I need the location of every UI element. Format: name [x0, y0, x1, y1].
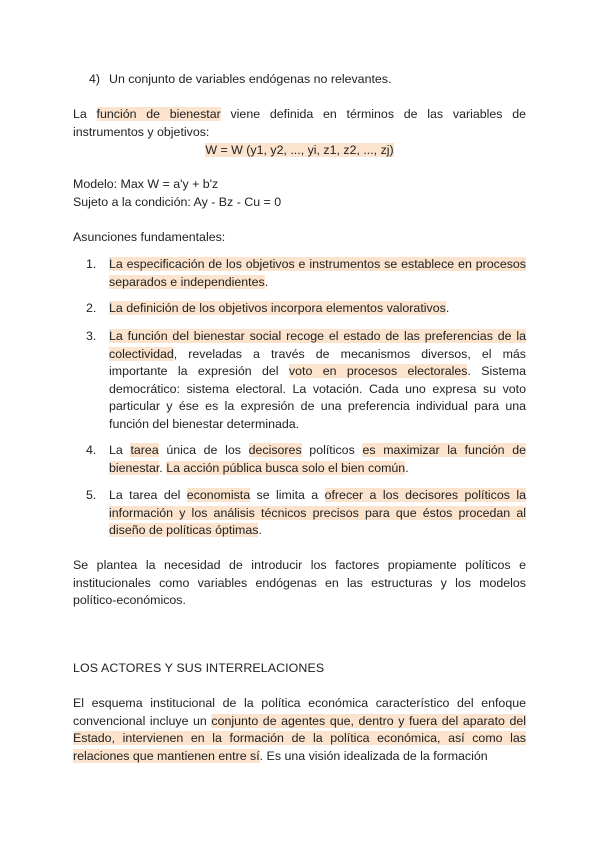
- highlight: función de bienestar: [96, 107, 221, 121]
- list-item: La función del bienestar social recoge el estado de las preferencias de la colectividad, reveladas a través de mecanismos diversos, el más importante la expresión del voto en procesos electorales. Sistema democrático: sistema electoral. La votación. Cada uno expresa su voto particular y ése es la expresión de una preferencia individual para una función del bienestar determinada.: [109, 329, 526, 431]
- formula: [73, 142, 526, 160]
- assumptions-title: Asunciones fundamentales:: [73, 230, 226, 244]
- institutional-paragraph: El esquema institucional de la política económica característico del enfoque convencional incluye un conjunto de agentes que, dentro y fuera del aparato del Estado, intervienen en la formación de la política económica, así como las relaciones que mantienen entre sí. Es una visión idealizada de la formación: [73, 696, 526, 763]
- highlight: La especificación de los objetivos e instrumentos se establece en procesos separados e independientes: [109, 257, 526, 289]
- list-number: 4): [89, 72, 101, 86]
- intro-list-item: Un conjunto de variables endógenas no relevantes.: [109, 72, 392, 86]
- list-item: La definición de los objetivos incorpora elementos valorativos.: [109, 301, 450, 315]
- highlight: La definición de los objetivos incorpora elementos valorativos: [109, 301, 446, 315]
- highlight: conjunto de agentes que, dentro y fuera del aparato del Estado, intervienen en la formación de la política económica, así como las relaciones que mantienen entre sí: [73, 713, 526, 763]
- model-line-1: Modelo: Max W = a'y + b'z: [73, 177, 219, 191]
- welfare-paragraph: La función de bienestar viene definida en términos de las variables de instrumentos y objetivos:: [73, 107, 526, 139]
- list-number: 3.: [86, 329, 97, 343]
- highlight: ofrecer a los decisores políticos la información y los análisis técnicos precisos para que éstos procedan al diseño de políticas óptimas: [109, 488, 526, 537]
- list-number: 1.: [86, 257, 97, 271]
- highlight: La acción pública busca solo el bien común: [166, 460, 406, 475]
- highlight: es maximizar la función de bienestar: [109, 443, 527, 475]
- highlight: decisores: [248, 443, 302, 457]
- factors-paragraph: Se plantea la necesidad de introducir los factores propiamente políticos e institucionales como variables endógenas en las estructuras y los modelos político-económicos.: [73, 558, 526, 607]
- section-heading: LOS ACTORES Y SUS INTERRELACIONES: [73, 661, 325, 675]
- list-number: 4.: [86, 443, 97, 457]
- list-item: La especificación de los objetivos e instrumentos se establece en procesos separados e independientes.: [109, 257, 526, 289]
- highlight: economista: [186, 488, 251, 502]
- list-item: La tarea única de los decisores políticos es maximizar la función de bienestar. La acción pública busca solo el bien común.: [109, 443, 527, 475]
- list-number: 2.: [86, 301, 97, 315]
- highlight: voto en procesos electorales: [288, 364, 468, 378]
- highlight: La función del bienestar social recoge el estado de las preferencias de la colectividad: [109, 329, 526, 361]
- highlight: tarea: [130, 443, 159, 457]
- list-number: 5.: [86, 488, 97, 502]
- model-line-2: Sujeto a la condición: Ay - Bz - Cu = 0: [73, 195, 282, 209]
- list-item: La tarea del economista se limita a ofrecer a los decisores políticos la información y los análisis técnicos precisos para que éstos procedan al diseño de políticas óptimas.: [109, 488, 526, 537]
- formula-text: W = W (y1, y2, ..., yi, z1, z2, ..., zj): [205, 143, 394, 157]
